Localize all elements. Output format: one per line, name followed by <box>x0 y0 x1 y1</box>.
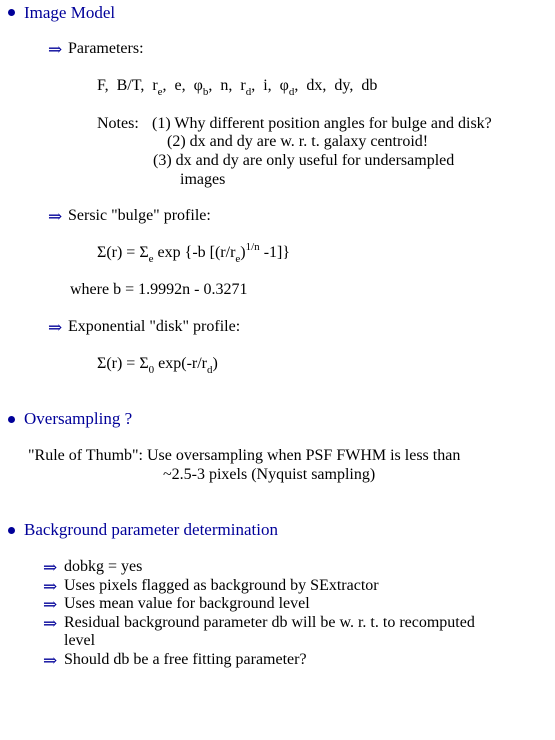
parameter-list: F, B/T, $r_e$, e, $\varphi_b$, n, $r_d$, i, $\varphi_d$, dx, dy, db <box>97 77 378 98</box>
section-title-image-model: Image Model <box>24 3 116 22</box>
section-title-background: Background parameter determination <box>24 520 278 539</box>
arrow-icon: ⇒ <box>48 318 63 337</box>
arrow-icon: ⇒ <box>48 207 63 226</box>
notes-label: Notes: <box>97 115 139 132</box>
background-item: Uses pixels flagged as background by SExtractor <box>64 577 379 594</box>
arrow-icon: ⇒ <box>43 651 58 670</box>
rule-of-thumb-line1: "Rule of Thumb": Use oversampling when PSF FWHM is less than <box>28 447 461 464</box>
background-item: Should db be a free fitting parameter? <box>64 651 307 668</box>
bullet-icon <box>8 416 15 423</box>
parameters-label: Parameters: <box>68 40 144 57</box>
note-3: (3) dx and dy are only useful for undersampled <box>153 152 455 169</box>
note-1: (1) Why different position angles for bulge and disk? <box>152 115 492 132</box>
background-item-cont: level <box>64 632 96 649</box>
arrow-icon: ⇒ <box>43 614 58 633</box>
section-title-oversampling: Oversampling ? <box>24 409 133 428</box>
arrow-icon: ⇒ <box>48 40 63 59</box>
exponential-formula: $\Sigma(r) = \Sigma_0$ $\exp(-r/r_d)$ <box>97 355 218 376</box>
bullet-icon <box>8 9 15 16</box>
background-item: Residual background parameter db will be w. r. t. to recomputed <box>64 614 475 631</box>
arrow-icon: ⇒ <box>43 577 58 596</box>
note-2: (2) dx and dy are w. r. t. galaxy centroid! <box>167 133 429 150</box>
rule-of-thumb-line2: ~2.5-3 pixels (Nyquist sampling) <box>163 466 376 483</box>
arrow-icon: ⇒ <box>43 558 58 577</box>
note-3-cont: images <box>180 171 226 188</box>
bullet-icon <box>8 527 15 534</box>
background-item: Uses mean value for background level <box>64 595 310 612</box>
background-item: dobkg = yes <box>64 558 143 575</box>
sersic-label: Sersic "bulge" profile: <box>68 207 211 224</box>
where-b: where b = 1.9992n - 0.3271 <box>70 281 248 298</box>
arrow-icon: ⇒ <box>43 595 58 614</box>
sersic-formula: $\Sigma(r) = \Sigma_e$ exp {-b [$(r/r_e)^{1/n}$ -1]} <box>97 241 291 265</box>
exponential-label: Exponential "disk" profile: <box>68 318 241 335</box>
